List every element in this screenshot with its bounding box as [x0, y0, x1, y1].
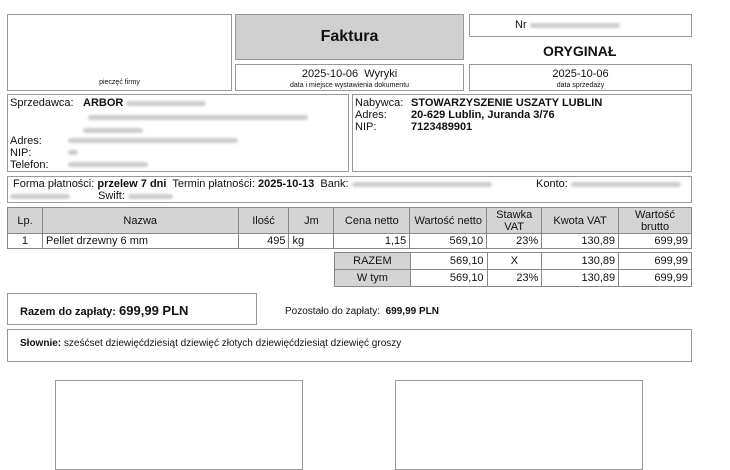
- col-unit: Jm: [289, 208, 334, 234]
- summary-row-total: [335, 253, 692, 270]
- amount-in-words-box: [7, 329, 692, 362]
- cell-gross: 699,99: [619, 234, 692, 249]
- buyer-name: STOWARZYSZENIE USZATY LUBLIN: [411, 97, 603, 109]
- redacted-account-cont: [10, 194, 70, 199]
- col-vat: Kwota VAT: [542, 208, 619, 234]
- total-due-value: 699,99 PLN: [119, 303, 189, 318]
- invoice-number-box: [469, 14, 692, 37]
- doc-type-box: [235, 14, 464, 60]
- remaining-label: Pozostało do zapłaty:: [285, 306, 381, 317]
- sale-date-box: [469, 64, 692, 91]
- col-rate: Stawka VAT: [487, 208, 542, 234]
- redacted-address: [68, 138, 238, 143]
- words-text: sześćset dziewięćdziesiąt dziewięć złotych dziewięćdziesiąt dziewięć groszy: [63, 338, 402, 349]
- redacted-seller: [126, 101, 206, 106]
- due-label: Termin płatności:: [172, 178, 255, 190]
- items-table: [7, 207, 692, 249]
- col-gross: Wartość brutto: [619, 208, 692, 234]
- redacted-phone: [68, 162, 148, 167]
- summary-rate: 23%: [487, 270, 542, 287]
- redacted-bank: [352, 182, 492, 187]
- summary-vat: 130,89: [542, 253, 619, 270]
- payment-method: przelew 7 dni: [97, 178, 167, 190]
- issue-date-place: 2025-10-06 Wyryki: [301, 68, 398, 80]
- sale-caption: data sprzedaży: [556, 82, 605, 89]
- sale-date: 2025-10-06: [552, 68, 609, 80]
- summary-net: 569,10: [410, 270, 487, 287]
- cell-qty: 495: [238, 234, 289, 249]
- doc-type-title: Faktura: [320, 28, 379, 45]
- stamp-caption: pieczęć firmy: [99, 79, 140, 86]
- buyer-address: 20-629 Lublin, Juranda 3/76: [411, 109, 555, 121]
- buyer-label: Nabywca:: [355, 97, 404, 109]
- account-label: Konto:: [536, 178, 568, 190]
- buyer-nip-label: NIP:: [355, 121, 377, 133]
- table-header: [8, 208, 692, 234]
- summary-label: RAZEM: [335, 253, 411, 270]
- summary-rate: X: [487, 253, 542, 270]
- issue-caption: data i miejsce wystawienia dokumentu: [289, 82, 410, 89]
- summary-row-breakdown: [335, 270, 692, 287]
- bank-label: Bank:: [320, 178, 349, 190]
- seller-name: ARBOR: [83, 97, 124, 109]
- cell-price: 1,15: [334, 234, 410, 249]
- swift-label: Swift:: [98, 190, 125, 202]
- redacted-number: [530, 23, 620, 28]
- summary-net: 569,10: [410, 253, 487, 270]
- summary-gross: 699,99: [619, 253, 692, 270]
- cell-name: Pellet drzewny 6 mm: [42, 234, 238, 249]
- signature-box-issuer: [55, 380, 303, 470]
- cell-unit: kg: [289, 234, 334, 249]
- cell-vat: 130,89: [542, 234, 619, 249]
- words-label: Słownie:: [20, 338, 62, 349]
- seller-nip-label: NIP:: [10, 147, 32, 159]
- remaining-value: 699,99 PLN: [385, 306, 439, 317]
- due-date: 2025-10-13: [257, 178, 315, 190]
- redacted-account: [571, 182, 681, 187]
- buyer-address-label: Adres:: [355, 109, 387, 121]
- summary-gross: 699,99: [619, 270, 692, 287]
- col-lp: Lp.: [8, 208, 43, 234]
- seller-address-label: Adres:: [10, 135, 42, 147]
- seller-box: [7, 94, 349, 172]
- redacted-swift: [128, 194, 173, 199]
- redacted-seller-line: [88, 115, 308, 120]
- company-stamp-box: [7, 14, 232, 91]
- table-row: [8, 234, 692, 249]
- cell-lp: 1: [8, 234, 43, 249]
- payment-method-label: Forma płatności:: [13, 178, 95, 190]
- summary-label: W tym: [335, 270, 411, 287]
- redacted-nip: [68, 150, 78, 155]
- seller-label: Sprzedawca:: [10, 97, 74, 109]
- buyer-box: [352, 94, 692, 172]
- summary-table: [334, 252, 692, 287]
- signature-box-receiver: [395, 380, 643, 470]
- summary-vat: 130,89: [542, 270, 619, 287]
- col-net: Wartość netto: [410, 208, 487, 234]
- cell-net: 569,10: [410, 234, 487, 249]
- col-qty: Ilość: [238, 208, 289, 234]
- cell-rate: 23%: [487, 234, 542, 249]
- payment-box: [7, 176, 692, 203]
- seller-phone-label: Telefon:: [10, 159, 49, 171]
- total-due-box: [7, 293, 257, 325]
- total-due-label: Razem do zapłaty:: [20, 306, 116, 318]
- copy-label: ORYGINAŁ: [543, 43, 617, 59]
- buyer-nip: 7123489901: [411, 121, 473, 133]
- issue-date-box: [235, 64, 464, 91]
- number-label: Nr: [515, 19, 527, 31]
- col-price: Cena netto: [334, 208, 410, 234]
- col-name: Nazwa: [42, 208, 238, 234]
- redacted-seller-line: [83, 128, 143, 133]
